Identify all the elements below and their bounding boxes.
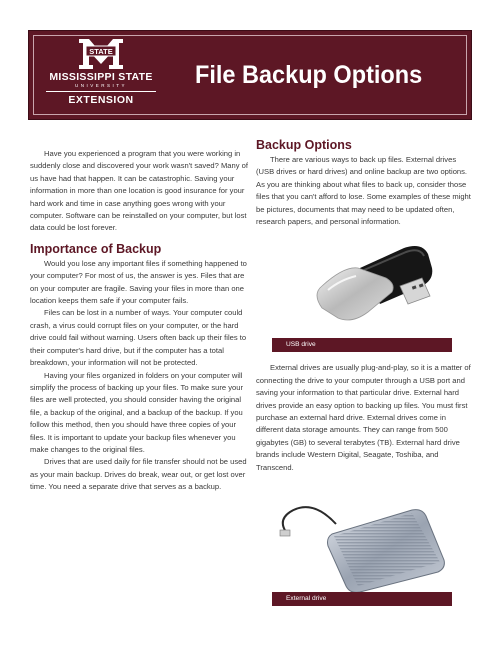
importance-heading: Importance of Backup — [30, 241, 162, 256]
body-paragraph: External drives are usually plug-and-play, so it is a matter of connecting the drive to your computer through a USB port and saving your information to that particular drive. External hard drives provide an easy option to backing up files. You must first purchase an external hard drive. External drives come in different data storage amounts. They can range from 500 gigabytes (GB) to several terabytes (TB). External hard drive brands include Western Digital, Seagate, Toshiba, and Transcend. — [256, 363, 471, 472]
backup-options-heading: Backup Options — [256, 138, 352, 152]
seal-text: STATE — [89, 47, 113, 56]
header-banner — [28, 30, 472, 120]
page-title: File Backup Options — [195, 61, 423, 89]
left-column — [30, 148, 252, 494]
logo-extension-text: EXTENSION — [68, 94, 134, 106]
usb-drive-image — [272, 238, 452, 338]
body-paragraph: Drives that are used daily for file transfer should not be used as your main backup. Drives do break, wear out, or get lost over time. You need a separate drive that serves as a backup. — [30, 457, 247, 492]
figure-external-drive — [272, 488, 452, 606]
usb-drive-icon — [272, 238, 452, 338]
body-paragraph: Having your files organized in folders on your computer will simplify the process of backing up your files. To make sure your files are well protected, you should consider having the original file, a backup of the original, and a backup of the backup. If you follow this method, then you should have three copies of your files. It is important to update your backup files whenever you make changes to the original files. — [30, 370, 244, 454]
external-hard-drive-icon — [272, 488, 452, 592]
figure-caption: External drive — [272, 592, 452, 606]
msu-m-seal-icon — [73, 37, 129, 71]
intro-paragraph: Have you experienced a program that you were working in suddenly close and discovered your work wasn't saved? Many of us have had that happen. It can be catastrophic. Saving your information in more than one location is good insurance for your hard work and time in case anything goes wrong with your computer. Software can be reinstalled on your computer, but lost data could be lost forever. — [30, 149, 248, 233]
body-paragraph: Would you lose any important files if something happened to your computer? For most of us, the answer is yes. Files that are on your computer are fragile. Saving your files in more than one location keeps them safe if your computer fails. — [30, 258, 247, 306]
msu-extension-logo — [39, 37, 163, 115]
logo-university-text: UNIVERSITY — [74, 83, 127, 88]
body-paragraph: Files can be lost in a number of ways. Your computer could crash, a virus could corrupt files on your computer, or the hard drive could fail without warning. Users often back up their files to their computer's hard drive, but if the computer has a total breakdown, your information will not be protected. — [30, 308, 247, 368]
right-column — [256, 137, 472, 606]
logo-state-text: MISSISSIPPI STATE — [49, 71, 153, 83]
figure-caption: USB drive — [272, 338, 452, 352]
body-paragraph: There are various ways to back up files. External drives (USB drives or hard drives) and online backup are two options. As you are thinking about what files to back up, consider those files that you can't afford to lose. Some examples of these might be pictures, documents that may need to be updated often, research papers, and personal information. — [256, 155, 471, 227]
logo-divider — [46, 91, 156, 92]
external-drive-image — [272, 488, 452, 592]
figure-usb-drive — [272, 238, 452, 352]
